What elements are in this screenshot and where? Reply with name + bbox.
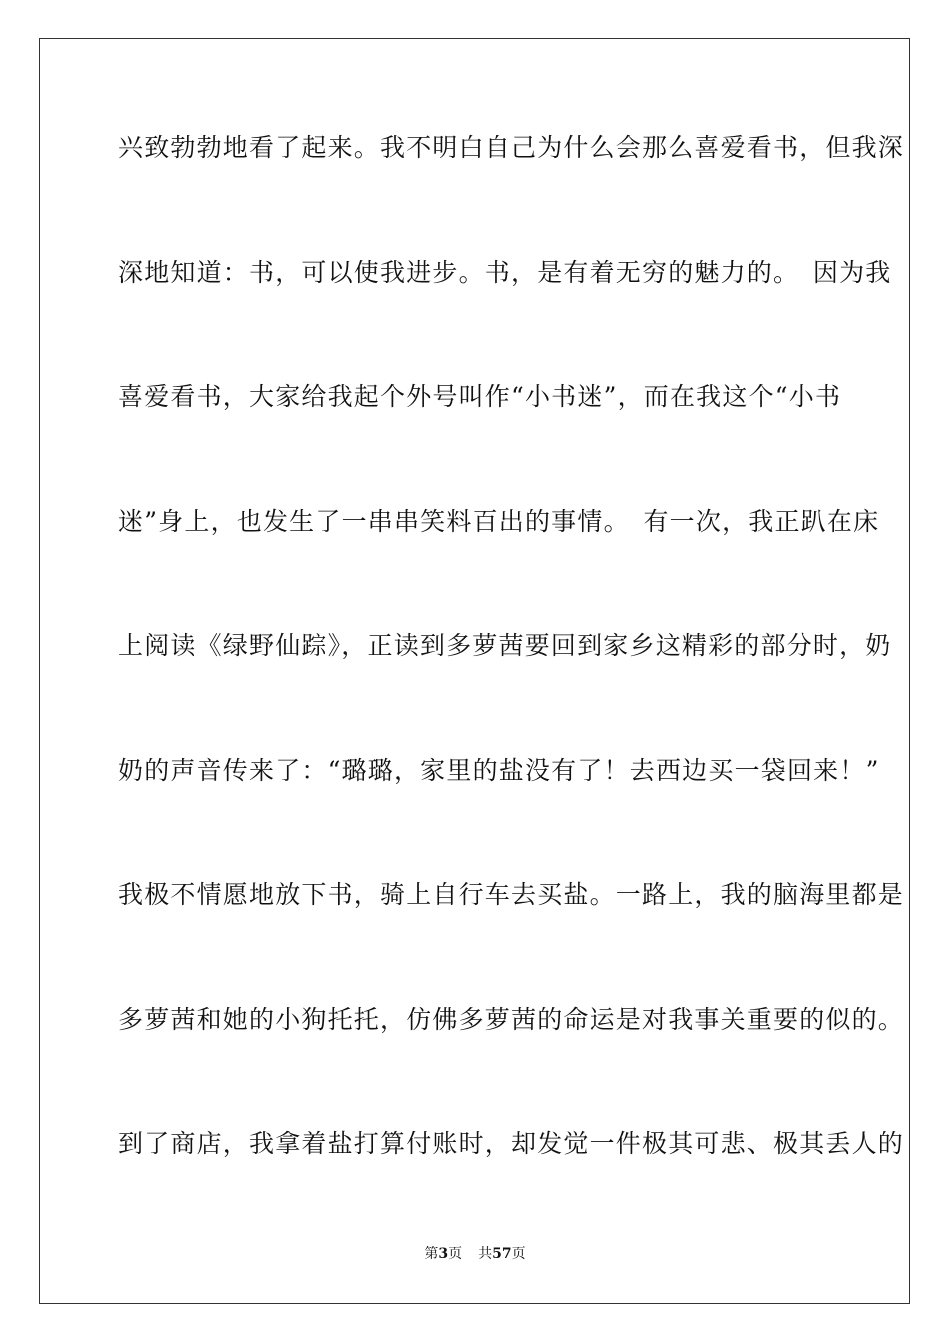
total-suffix: 页 — [511, 1246, 526, 1262]
page-prefix: 第 — [424, 1246, 439, 1262]
body-text-line: 到了商店，我拿着盐打算付账时，却发觉一件极其可悲、极其丢人的 — [118, 1129, 905, 1158]
body-text-line: 上阅读《绿野仙踪》，正读到多萝茜要回到家乡这精彩的部分时，奶 — [118, 631, 892, 660]
body-text-line: 奶的声音传来了：“璐璐，家里的盐没有了！去西边买一袋回来！” — [118, 756, 880, 785]
body-text-line: 喜爱看书，大家给我起个外号叫作“小书迷”，而在我这个“小书 — [118, 382, 842, 411]
page-border — [39, 38, 910, 1304]
body-text-line: 多萝茜和她的小狗托托，仿佛多萝茜的命运是对我事关重要的似的。 — [118, 1005, 905, 1034]
total-prefix: 共 — [478, 1246, 493, 1262]
total-pages: 57 — [492, 1246, 512, 1262]
body-text-line: 兴致勃勃地看了起来。我不明白自己为什么会那么喜爱看书，但我深 — [118, 133, 905, 162]
page-footer — [0, 1244, 950, 1264]
body-text-line: 迷”身上，也发生了一串串笑料百出的事情。 有一次，我正趴在床 — [118, 507, 880, 536]
page-number: 3 — [438, 1246, 449, 1262]
body-text-line: 我极不情愿地放下书，骑上自行车去买盐。一路上，我的脑海里都是 — [118, 880, 905, 909]
page-suffix: 页 — [448, 1246, 463, 1262]
body-text-line: 深地知道：书，可以使我进步。书，是有着无穷的魅力的。 因为我 — [118, 258, 892, 287]
